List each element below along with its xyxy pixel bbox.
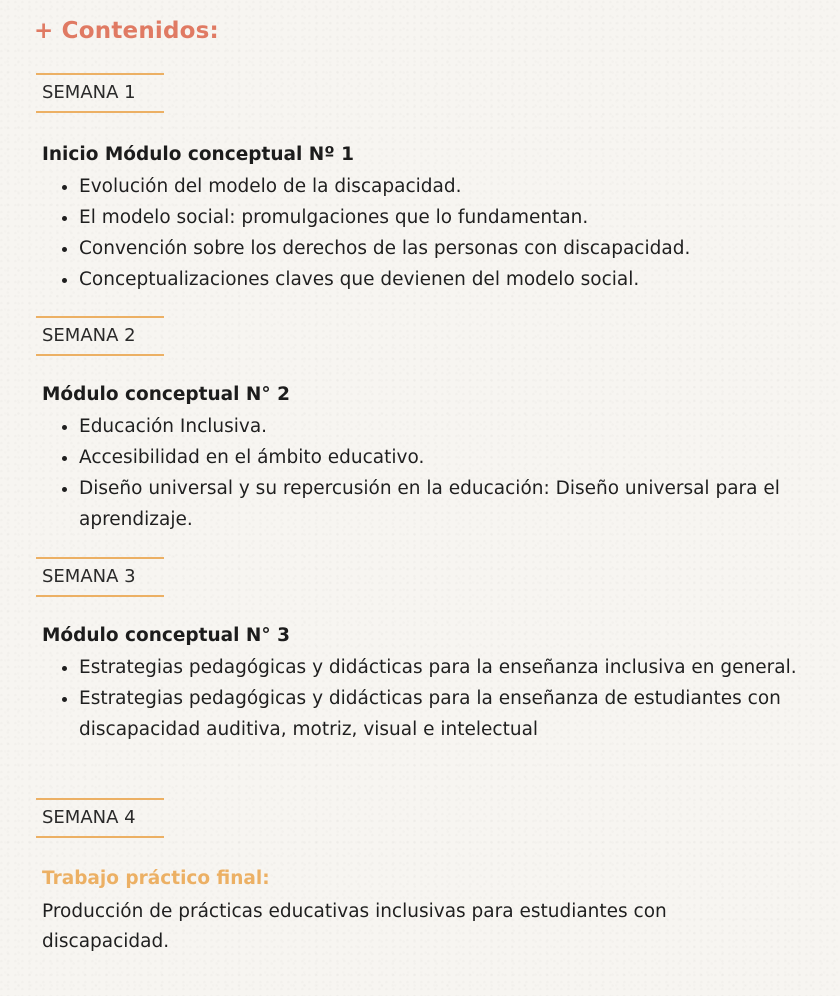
final-assignment-title: Trabajo práctico final:	[42, 868, 270, 889]
week-1-label: SEMANA 1	[42, 82, 136, 103]
week-2-header	[36, 316, 166, 356]
week-divider-bottom	[36, 836, 164, 838]
module-1-topics	[42, 171, 840, 295]
module-3-title: Módulo conceptual N° 3	[42, 625, 290, 646]
topic-item: • Educación Inclusiva.	[79, 411, 840, 442]
topic-item: • Convención sobre los derechos de las personas con discapacidad.	[79, 233, 840, 264]
week-2-label: SEMANA 2	[42, 325, 136, 346]
week-divider-bottom	[36, 111, 164, 113]
topic-item: • Evolución del modelo de la discapacidad.	[79, 171, 840, 202]
module-3-topics	[42, 652, 840, 745]
topic-item: • Diseño universal y su repercusión en la educación: Diseño universal para el aprendizaje.	[79, 473, 840, 535]
week-4-header	[36, 798, 166, 838]
topic-item: • Estrategias pedagógicas y didácticas para la enseñanza de estudiantes con discapacidad auditiva, motriz, visual e intelectual	[79, 683, 840, 745]
week-1-header	[36, 73, 166, 113]
topic-item: • Conceptualizaciones claves que devienen del modelo social.	[79, 264, 840, 295]
week-4-label: SEMANA 4	[42, 807, 136, 828]
module-2-title: Módulo conceptual N° 2	[42, 384, 290, 405]
topic-item: • Estrategias pedagógicas y didácticas para la enseñanza inclusiva en general.	[79, 652, 840, 683]
final-assignment-description: Producción de prácticas educativas inclusivas para estudiantes con discapacidad.	[42, 901, 667, 952]
week-divider-bottom	[36, 595, 164, 597]
week-3-label: SEMANA 3	[42, 566, 136, 587]
topic-item: • Accesibilidad en el ámbito educativo.	[79, 442, 840, 473]
topic-item: • El modelo social: promulgaciones que lo fundamentan.	[79, 202, 840, 233]
module-2-topics	[42, 411, 840, 535]
week-divider-bottom	[36, 354, 164, 356]
week-3-header	[36, 557, 166, 597]
module-1-title: Inicio Módulo conceptual Nº 1	[42, 144, 354, 165]
contents-heading: + Contenidos:	[34, 18, 219, 44]
